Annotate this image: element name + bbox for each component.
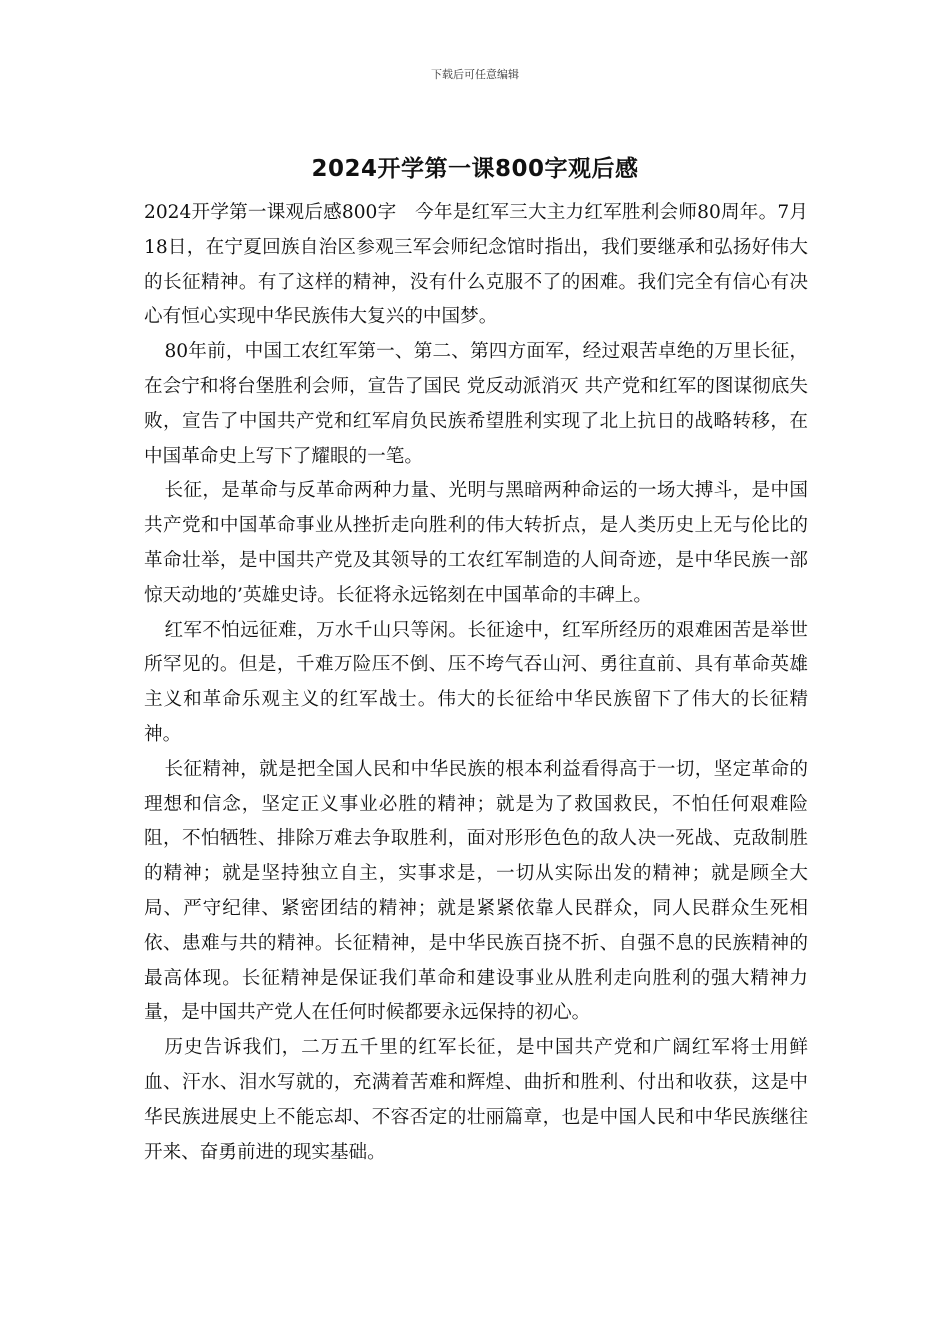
paragraph: 长征，是革命与反革命两种力量、光明与黑暗两种命运的一场大搏斗，是中国共产党和中国革命事业从挫折走向胜利的伟大转折点，是人类历史上无与伦比的革命壮举，是中国共产党及其领导的工农红军制造的人间奇迹，是中华民族一部惊天动地的’英雄史诗。长征将永远铭刻在中国革命的丰碑上。 [144,480,808,606]
paragraph: 长征精神，就是把全国人民和中华民族的根本利益看得高于一切，坚定革命的理想和信念，坚定正义事业必胜的精神；就是为了救国救民，不怕任何艰难险阻，不怕牺牲、排除万难去争取胜利，面对形形色色的敌人决一死战、克敌制胜的精神；就是坚持独立自主，实事求是，一切从实际出发的精神；就是顾全大局、严守纪律、紧密团结的精神；就是紧紧依靠人民群众，同人民群众生死相依、患难与共的精神。长征精神，是中华民族百挠不折、自强不息的民族精神的最高体现。长征精神是保证我们革命和建设事业从胜利走向胜利的强大精神力量，是中国共产党人在任何时候都要永远保持的初心。 [144,758,808,1024]
document-body [144,196,808,1170]
paragraph: 红军不怕远征难，万水千山只等闲。长征途中，红军所经历的艰难困苦是举世所罕见的。但是，千难万险压不倒、压不垮气吞山河、勇往直前、具有革命英雄主义和革命乐观主义的红军战士。伟大的长征给中华民族留下了伟大的长征精神。 [144,619,808,745]
paragraph: 历史告诉我们，二万五千里的红军长征，是中国共产党和广阔红军将士用鲜血、汗水、泪水写就的，充满着苦难和辉煌、曲折和胜利、付出和收获，这是中华民族进展史上不能忘却、不容否定的壮丽篇章，也是中国人民和中华民族继往开来、奋勇前进的现实基础。 [144,1037,808,1163]
header-note: 下载后可任意编辑 [431,68,519,81]
paragraph: 2024开学第一课观后感800字 今年是红军三大主力红军胜利会师80周年。7月18日，在宁夏回族自治区参观三军会师纪念馆时指出，我们要继承和弘扬好伟大的长征精神。有了这样的精神，没有什么克服不了的困难。我们完全有信心有决心有恒心实现中华民族伟大复兴的中国梦。 [144,202,808,328]
paragraph: 80年前，中国工农红军第一、第二、第四方面军，经过艰苦卓绝的万里长征，在会宁和将台堡胜利会师，宣告了国民 党反动派消灭 共产党和红军的图谋彻底失败，宣告了中国共产党和红军肩负民族希望胜利实现了北上抗日的战略转移，在中国革命史上写下了耀眼的一笔。 [144,341,808,467]
document-title: 2024开学第一课800字观后感 [311,156,639,182]
